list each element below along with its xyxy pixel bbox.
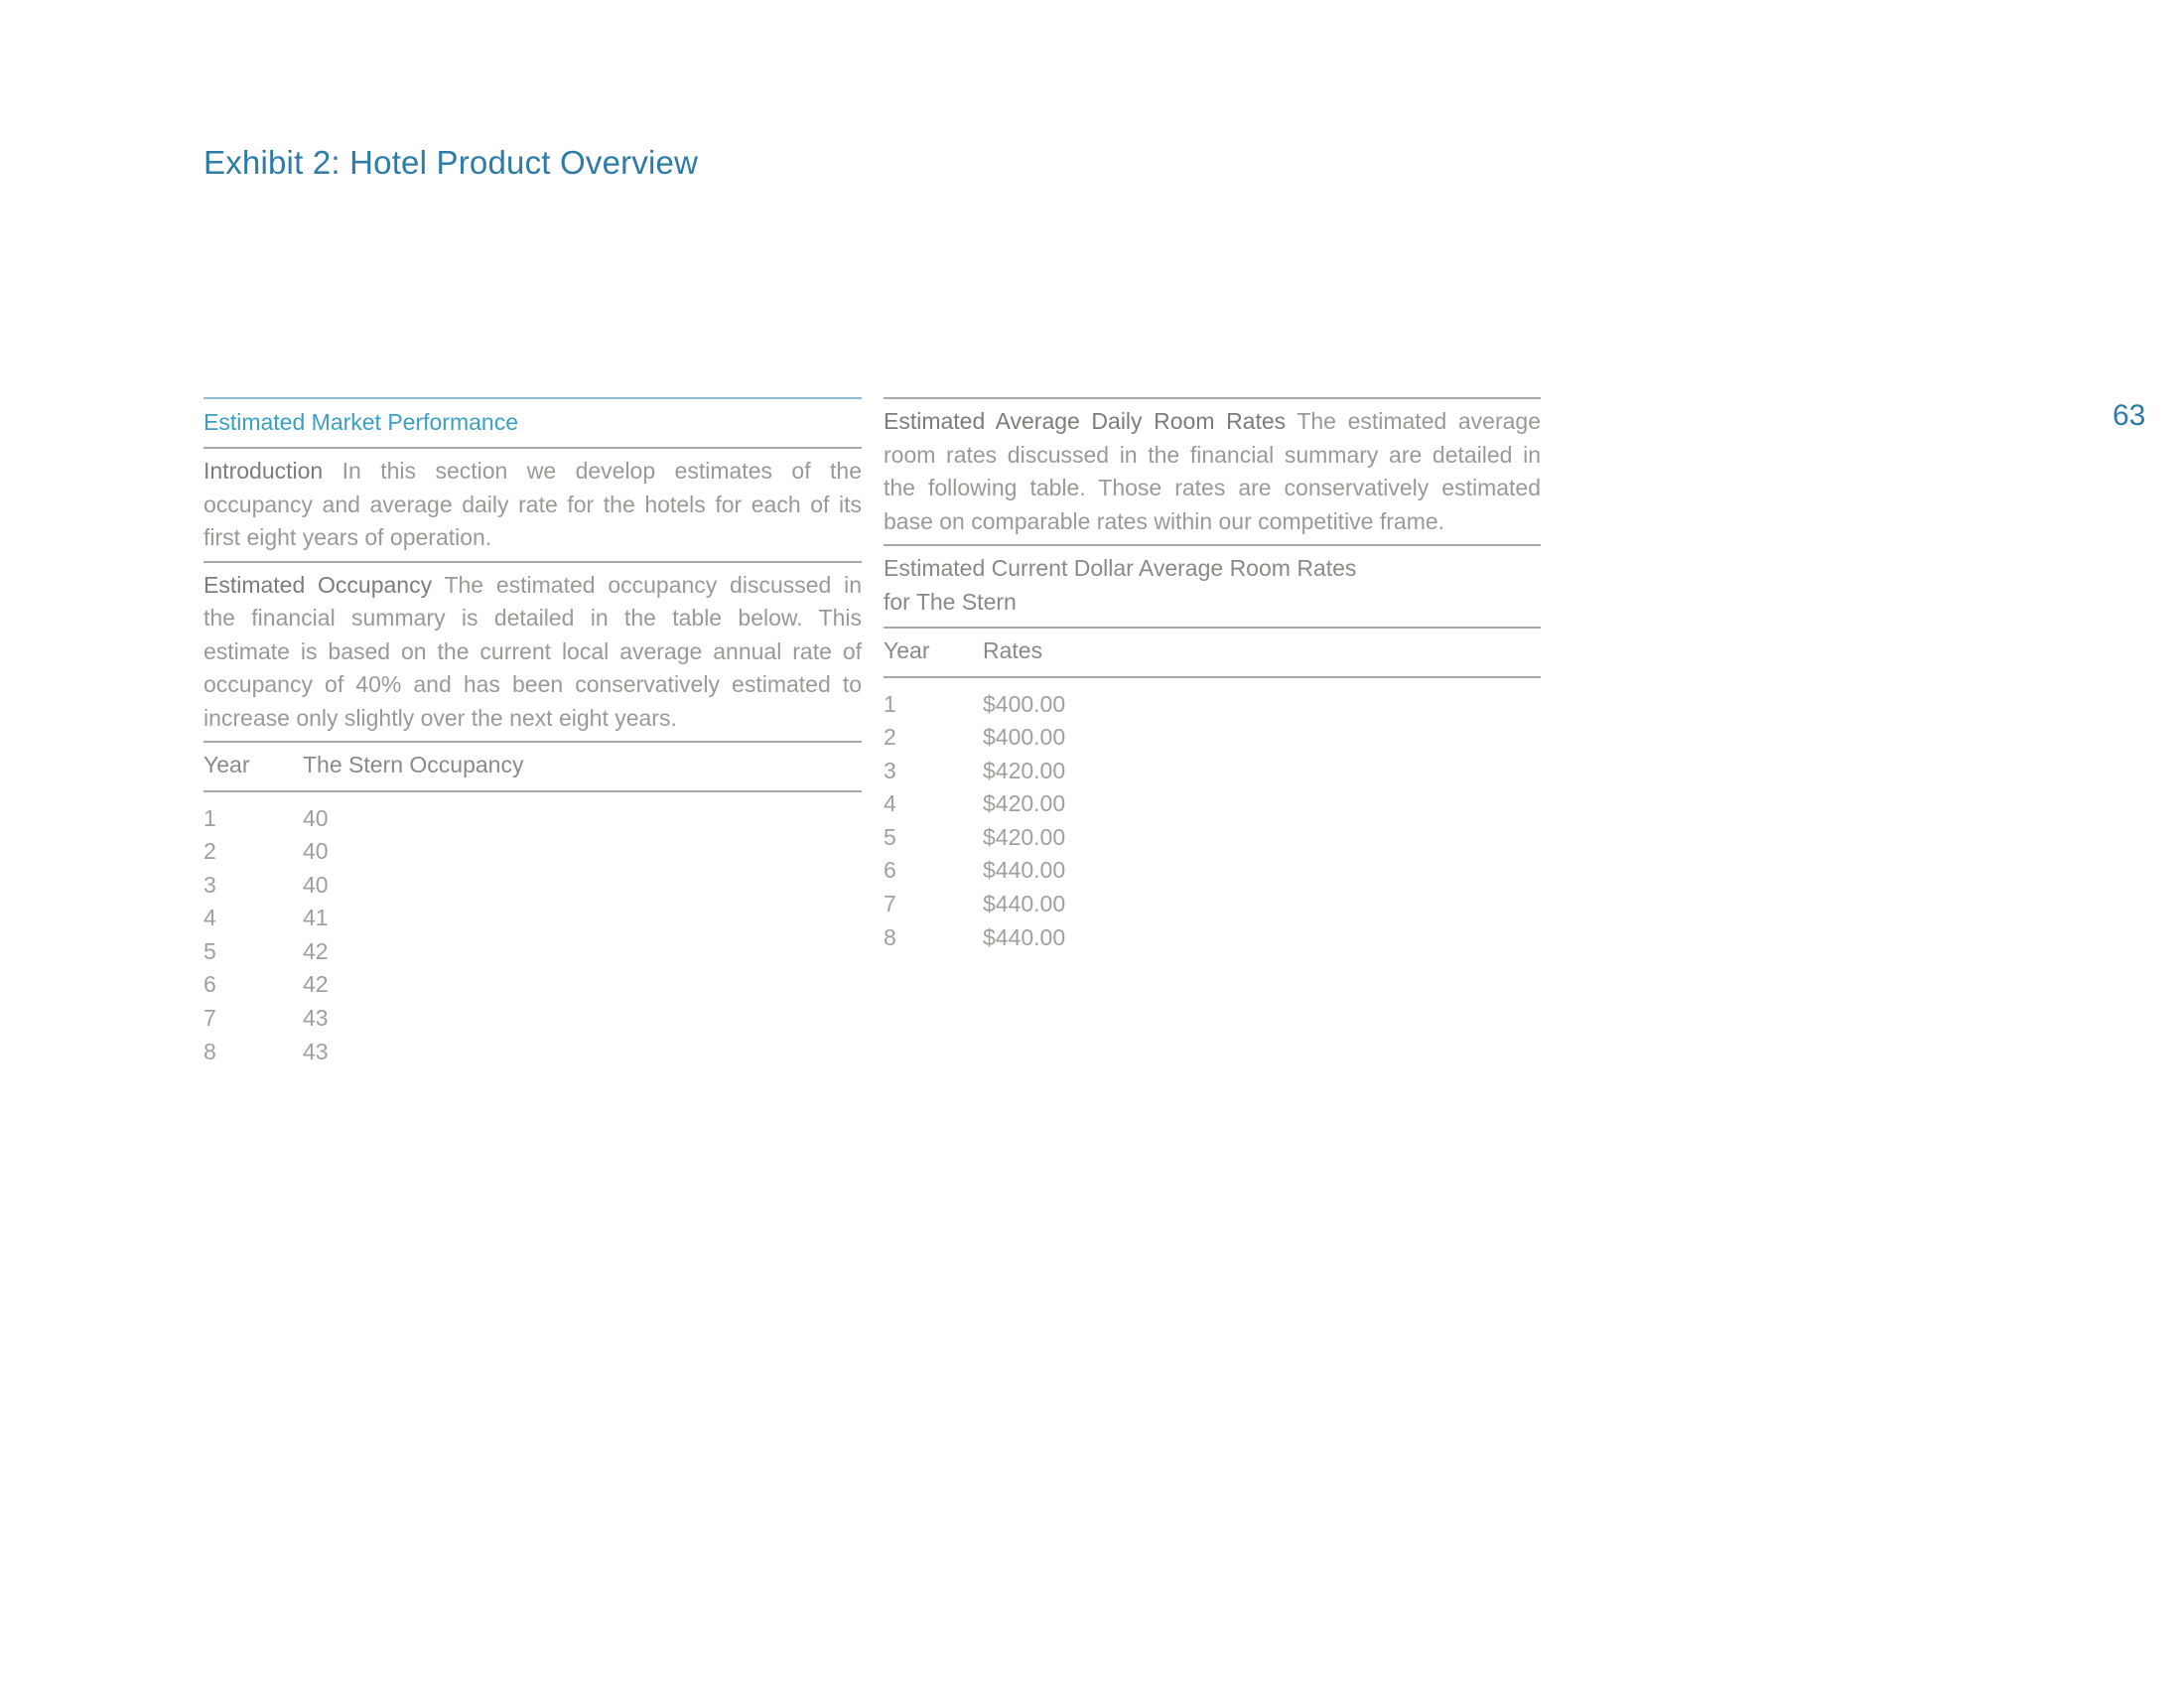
column-header-year: Year [884, 637, 930, 663]
table-row [204, 902, 862, 935]
occupancy-table-header [204, 743, 862, 790]
introduction-paragraph [204, 449, 862, 561]
paragraph-text: In this section we develop estimates of the occupancy and average daily rate for the hotels for each of its first eight years of operation. [204, 458, 862, 550]
rate-cell: $440.00 [983, 891, 1066, 917]
paragraph-lead: Estimated Average Daily Room Rates [884, 408, 1287, 434]
rate-cell: $440.00 [983, 857, 1066, 884]
table-row [204, 968, 862, 1002]
column-header-year: Year [204, 752, 250, 777]
year-cell: 4 [204, 905, 216, 931]
year-cell: 6 [884, 857, 896, 884]
year-cell: 2 [204, 838, 216, 865]
table-row [884, 821, 1541, 855]
rates-table-body [884, 678, 1541, 955]
rate-cell: $420.00 [983, 823, 1066, 850]
paragraph-lead: Introduction [204, 458, 324, 484]
right-column [884, 397, 1541, 954]
rate-cell: $420.00 [983, 790, 1066, 817]
year-cell: 5 [884, 823, 896, 850]
occupancy-paragraph [204, 563, 862, 742]
paragraph-text: The estimated occupancy discussed in the financial summary is detailed in the table below. This estimate is based on the current local average annual rate of occupancy of 40% and has been conservatively estimated to increase only slightly over the next eight years. [204, 571, 862, 731]
occupancy-cell: 40 [303, 871, 329, 898]
year-cell: 1 [884, 690, 896, 717]
column-header-rates: Rates [983, 637, 1043, 663]
occupancy-cell: 43 [303, 1038, 329, 1064]
year-cell: 7 [204, 1005, 216, 1032]
table-row [204, 1002, 862, 1036]
rate-cell: $420.00 [983, 757, 1066, 783]
table-row [884, 755, 1541, 788]
page-title: Exhibit 2: Hotel Product Overview [204, 144, 699, 181]
left-column [204, 397, 862, 1068]
year-cell: 5 [204, 937, 216, 964]
table-row [884, 888, 1541, 921]
occupancy-cell: 42 [303, 971, 329, 998]
year-cell: 7 [884, 891, 896, 917]
year-cell: 1 [204, 804, 216, 831]
rate-cell: $440.00 [983, 923, 1066, 950]
table-row [884, 787, 1541, 821]
occupancy-cell: 42 [303, 937, 329, 964]
occupancy-cell: 40 [303, 804, 329, 831]
column-header-occupancy: The Stern Occupancy [303, 752, 524, 777]
year-cell: 3 [204, 871, 216, 898]
table-row [204, 935, 862, 969]
table-row [884, 854, 1541, 888]
table-row [204, 802, 862, 836]
table-row [204, 835, 862, 869]
table-row [884, 721, 1541, 755]
section-heading: Estimated Market Performance [204, 409, 519, 435]
page-number: 63 [2113, 399, 2146, 432]
rate-cell: $400.00 [983, 690, 1066, 717]
year-cell: 4 [884, 790, 896, 817]
room-rates-paragraph [884, 399, 1541, 544]
occupancy-cell: 43 [303, 1005, 329, 1032]
occupancy-cell: 41 [303, 905, 329, 931]
rates-table-header [884, 629, 1541, 676]
rates-table-title [884, 546, 1541, 627]
occupancy-table-body [204, 792, 862, 1069]
table-row [884, 688, 1541, 722]
paragraph-text: The estimated average room rates discussed in the financial summary are detailed in the following table. Those rates are conservatively estimated base on comparable rates within our competitive frame. [884, 408, 1541, 534]
rate-cell: $400.00 [983, 724, 1066, 751]
year-cell: 6 [204, 971, 216, 998]
year-cell: 8 [204, 1038, 216, 1064]
table-title-line: for The Stern [884, 588, 1017, 615]
year-cell: 8 [884, 923, 896, 950]
occupancy-cell: 40 [303, 838, 329, 865]
paragraph-lead: Estimated Occupancy [204, 571, 433, 598]
year-cell: 2 [884, 724, 896, 751]
table-row [204, 1036, 862, 1069]
table-row [204, 869, 862, 903]
table-row [884, 921, 1541, 955]
table-title-line: Estimated Current Dollar Average Room Rates [884, 555, 1357, 581]
year-cell: 3 [884, 757, 896, 783]
